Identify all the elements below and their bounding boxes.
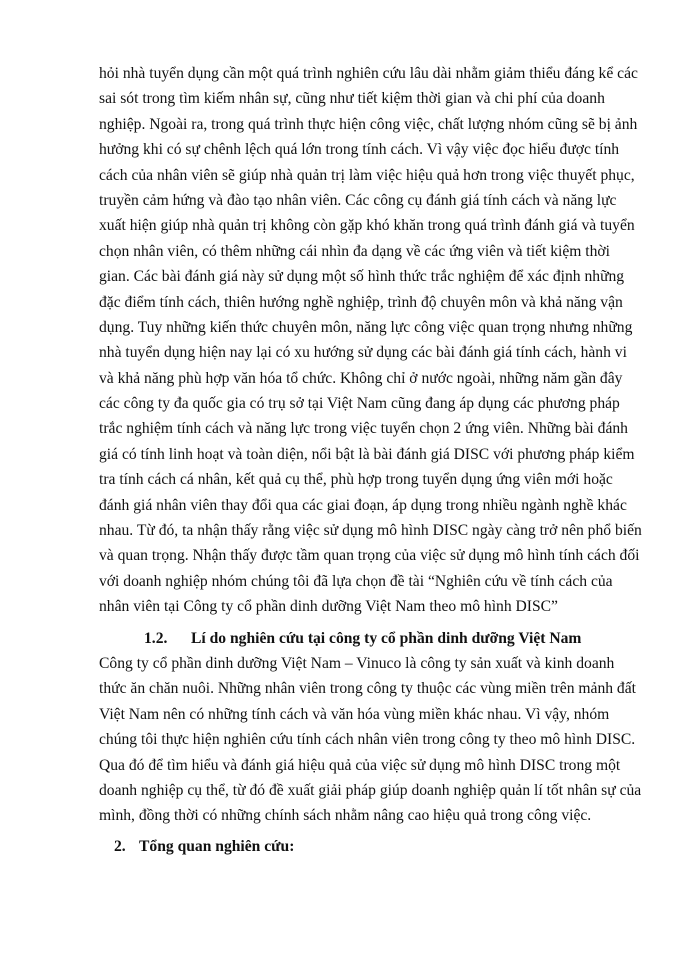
text-line: đặc điểm tính cách, thiên hướng nghề nghiệp, trình độ chuyên môn và khả năng vận (99, 293, 623, 311)
text-line: nhà tuyển dụng hiện nay lại có xu hướng sử dụng các bài đánh giá tính cách, hành vi (99, 344, 627, 362)
text-line: hưởng khi có sự chênh lệch quá lớn trong tính cách. Vì vậy việc đọc hiểu được tính (99, 141, 620, 159)
text-line: chọn nhân viên, có thêm những cái nhìn đa dạng về các ứng viên và tiết kiệm thời (99, 242, 611, 260)
text-line: tra tính cách cá nhân, kết quả cụ thể, phù hợp trong tuyển dụng ứng viên mới hoặc (99, 471, 613, 489)
section-number: 1.2. (144, 629, 168, 647)
section-number: 2. (114, 837, 126, 855)
paragraph-background (99, 61, 642, 620)
text-line: giá có tính linh hoạt và toàn diện, nổi bật là bài đánh giá DISC với phương pháp kiểm (99, 445, 635, 463)
text-line: Công ty cổ phần dinh dưỡng Việt Nam – Vinuco là công ty sản xuất và kinh doanh (99, 654, 615, 672)
text-line: và khả năng phù hợp văn hóa tổ chức. Không chỉ ở nước ngoài, những năm gần đây (99, 369, 623, 387)
section-heading-2 (99, 834, 598, 859)
text-line: cách của nhân viên sẽ giúp nhà quản trị làm việc hiệu quả hơn trong việc thuyết phục, (99, 166, 635, 184)
text-line: Qua đó để tìm hiểu và đánh giá hiệu quả của việc sử dụng mô hình DISC trong một (99, 756, 621, 774)
text-line: truyền cảm hứng và đào tạo nhân viên. Các công cụ đánh giá tính cách và năng lực (99, 191, 617, 209)
text-line: và quan trọng. Nhận thấy được tầm quan trọng của việc sử dụng mô hình tính cách đối (99, 547, 640, 565)
text-line: nghiệp. Ngoài ra, trong quá trình thực hiện công việc, chất lượng nhóm cũng sẽ bị ảnh (99, 115, 638, 133)
text-line: đánh giá nhân viên thay đổi qua các giai đoạn, áp dụng trong nhiều ngành nghề khác (99, 496, 627, 514)
text-line: dụng. Tuy những kiến thức chuyên môn, năng lực công việc quan trọng nhưng những (99, 318, 633, 336)
text-line: sai sót trong tìm kiếm nhân sự, cũng như tiết kiệm thời gian và chi phí của doanh (99, 90, 605, 108)
text-line: thức ăn chăn nuôi. Những nhân viên trong công ty thuộc các vùng miền trên mảnh đất (99, 680, 636, 698)
text-line: xuất hiện giúp nhà quản trị không còn gặp khó khăn trong quá trình đánh giá và tuyển (99, 217, 635, 235)
text-line: gian. Các bài đánh giá này sử dụng một số hình thức trắc nghiệm để xác định những (99, 268, 625, 286)
text-line: với doanh nghiệp nhóm chúng tôi đã lựa chọn đề tài “Nghiên cứu về tính cách của (99, 572, 613, 590)
text-line: nhân viên tại Công ty cổ phần dinh dưỡng Việt Nam theo mô hình DISC” (99, 598, 558, 616)
text-line: Việt Nam nên có những tính cách và văn hóa vùng miền khác nhau. Vì vậy, nhóm (99, 705, 610, 723)
section-title: Lí do nghiên cứu tại công ty cổ phần dinh dưỡng Việt Nam (191, 629, 582, 647)
text-line: doanh nghiệp cụ thể, từ đó đề xuất giải pháp giúp doanh nghiệp quản lí tốt nhân sự của (99, 781, 642, 799)
text-line: hỏi nhà tuyển dụng cần một quá trình nghiên cứu lâu dài nhằm giảm thiểu đáng kể các (99, 65, 638, 82)
paragraph-reason (99, 651, 642, 829)
text-line: mình, đồng thời có những chính sách nhằm nâng cao hiệu quả trong công việc. (99, 807, 592, 825)
section-title: Tổng quan nghiên cứu: (139, 837, 295, 855)
section-heading-1-2 (99, 626, 598, 651)
text-line: nhau. Từ đó, ta nhận thấy rằng việc sử dụng mô hình DISC ngày càng trở nên phổ biến (99, 522, 642, 540)
text-line: các công ty đa quốc gia có trụ sở tại Việt Nam cũng đang áp dụng các phương pháp (99, 395, 620, 413)
text-line: trắc nghiệm tính cách và năng lực trong việc tuyển chọn 2 ứng viên. Những bài đánh (99, 420, 628, 438)
text-line: chúng tôi thực hiện nghiên cứu tính cách nhân viên trong công ty theo mô hình DISC. (99, 731, 636, 749)
document-page (99, 61, 642, 859)
